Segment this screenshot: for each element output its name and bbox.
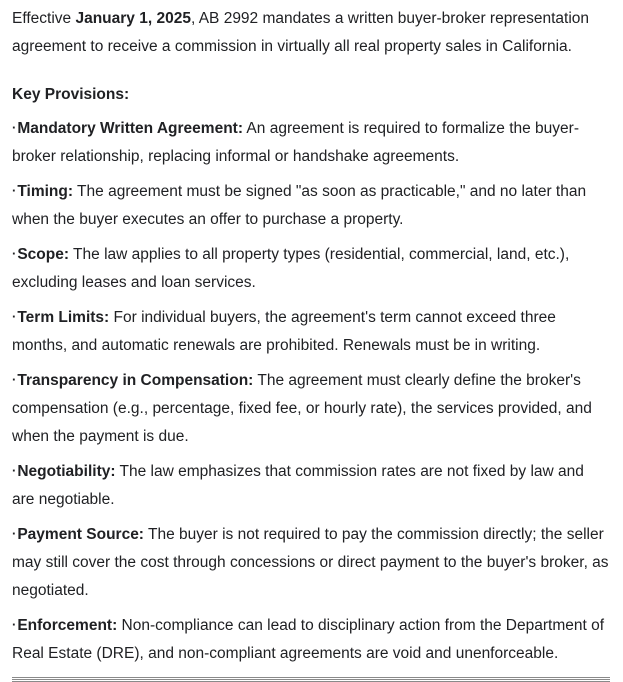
divider-rule (12, 677, 610, 682)
section-heading: Key Provisions: (12, 86, 130, 103)
provision-item (12, 177, 610, 234)
provision-text: The agreement must be signed "as soon as practicable," and no later than when the buyer executes an offer to purchase a property. (12, 183, 587, 228)
provision-text: An agreement is required to formalize the buyer-broker relationship, replacing informal or handshake agreements. (12, 120, 579, 165)
bullet-dot: · (12, 120, 17, 135)
provision-term: Enforcement: (17, 617, 118, 634)
provision-item (12, 114, 610, 171)
intro-paragraph (12, 5, 610, 61)
bullet-dot: · (12, 526, 17, 541)
intro-prefix: Effective (12, 10, 76, 27)
provision-term: Negotiability: (17, 463, 116, 480)
effective-date: January 1, 2025 (75, 10, 191, 27)
provision-item (12, 611, 610, 668)
provision-term: Transparency in Compensation: (17, 372, 254, 389)
provision-text: The law applies to all property types (residential, commercial, land, etc.), excluding leases and loan services. (12, 246, 570, 291)
provision-term: Timing: (17, 183, 74, 200)
provision-item (12, 520, 610, 605)
provisions-list (12, 114, 610, 668)
intro-rest: , AB 2992 mandates a written buyer-broker representation agreement to receive a commission in virtually all real property sales in California. (12, 10, 590, 55)
provision-item (12, 303, 610, 360)
provision-item (12, 240, 610, 297)
provision-text: Non-compliance can lead to disciplinary action from the Department of Real Estate (DRE), and non-compliant agreements are void and unenforceable. (12, 617, 605, 662)
provision-item (12, 457, 610, 514)
bullet-dot: · (12, 246, 17, 261)
bullet-dot: · (12, 463, 17, 478)
bullet-dot: · (12, 309, 17, 324)
bullet-dot: · (12, 617, 17, 632)
bullet-dot: · (12, 372, 17, 387)
document (12, 5, 610, 682)
provision-text: The buyer is not required to pay the commission directly; the seller may still cover the cost through concessions or direct payment to the buyer's broker, as negotiated. (12, 526, 609, 599)
provision-term: Mandatory Written Agreement: (17, 120, 243, 137)
provision-term: Term Limits: (17, 309, 110, 326)
provision-term: Scope: (17, 246, 70, 263)
provision-text: The agreement must clearly define the broker's compensation (e.g., percentage, fixed fee, or hourly rate), the services provided, and when the payment is due. (12, 372, 592, 445)
provision-term: Payment Source: (17, 526, 144, 543)
bullet-dot: · (12, 183, 17, 198)
provision-text: The law emphasizes that commission rates are not fixed by law and are negotiable. (12, 463, 584, 508)
provision-item (12, 366, 610, 451)
provision-text: For individual buyers, the agreement's term cannot exceed three months, and automatic renewals are prohibited. Renewals must be in writing. (12, 309, 556, 354)
